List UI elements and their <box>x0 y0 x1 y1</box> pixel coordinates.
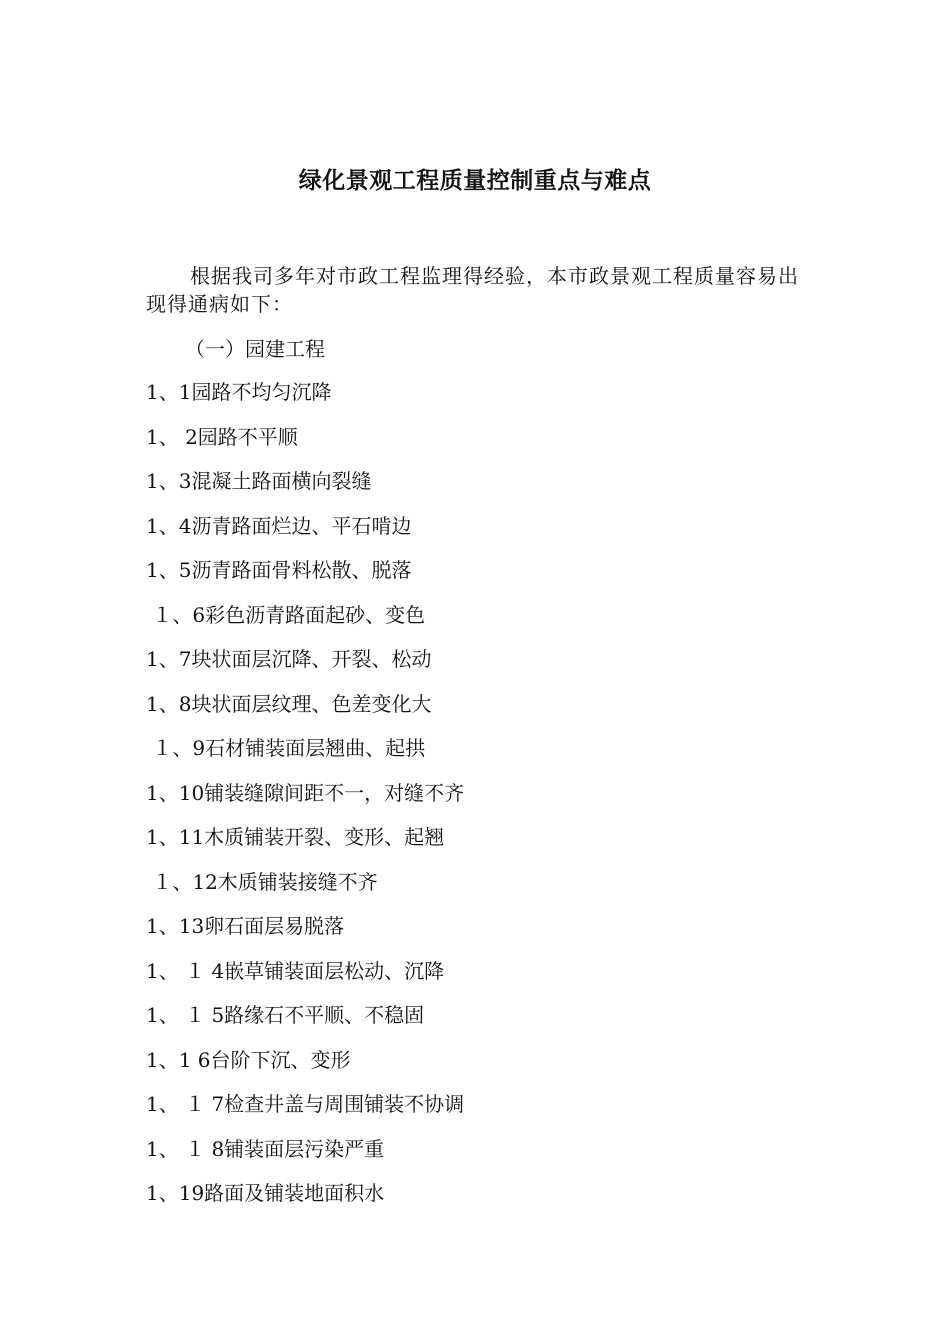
list-item: １、9石材铺装面层翘曲、起拱 <box>146 736 426 760</box>
document-title: 绿化景观工程质量控制重点与难点 <box>298 167 652 194</box>
intro-paragraph: 根据我司多年对市政工程监理得经验，本市政景观工程质量容易出现得通病如下： <box>146 264 799 316</box>
list-item: 1、1 6台阶下沉、变形 <box>146 1047 351 1072</box>
list-item: 1、10铺装缝隙间距不一，对缝不齐 <box>146 780 465 805</box>
list-item: 1、7块状面层沉降、开裂、松动 <box>146 647 432 671</box>
list-item: 1、19路面及铺装地面积水 <box>146 1181 385 1205</box>
list-item: 1、11木质铺装开裂、变形、起翘 <box>146 825 445 849</box>
list-item: 1、 2园路不平顺 <box>146 424 298 449</box>
list-item: 1、8块状面层纹理、色差变化大 <box>146 691 432 716</box>
list-item: 1、 １ 7检查井盖与周围铺装不协调 <box>146 1092 465 1116</box>
list-item: 1、3混凝土路面横向裂缝 <box>146 469 372 493</box>
list-item: 1、4沥青路面烂边、平石啃边 <box>146 513 412 538</box>
list-item: 1、 １ 4嵌草铺装面层松动、沉降 <box>146 958 445 983</box>
list-item: １、6彩色沥青路面起砂、变色 <box>146 602 426 627</box>
list-item: 1、 １ 8铺装面层污染严重 <box>146 1136 385 1161</box>
list-item: 1、5沥青路面骨料松散、脱落 <box>146 558 412 582</box>
list-item: 1、 １ 5路缘石不平顺、不稳固 <box>146 1003 425 1027</box>
list-item: １、12木质铺装接缝不齐 <box>146 869 378 894</box>
list-item: 1、1园路不均匀沉降 <box>146 380 332 404</box>
defect-list <box>146 378 826 1224</box>
list-item: 1、13卵石面层易脱落 <box>146 914 345 938</box>
section-heading: （一）园建工程 <box>185 337 325 361</box>
